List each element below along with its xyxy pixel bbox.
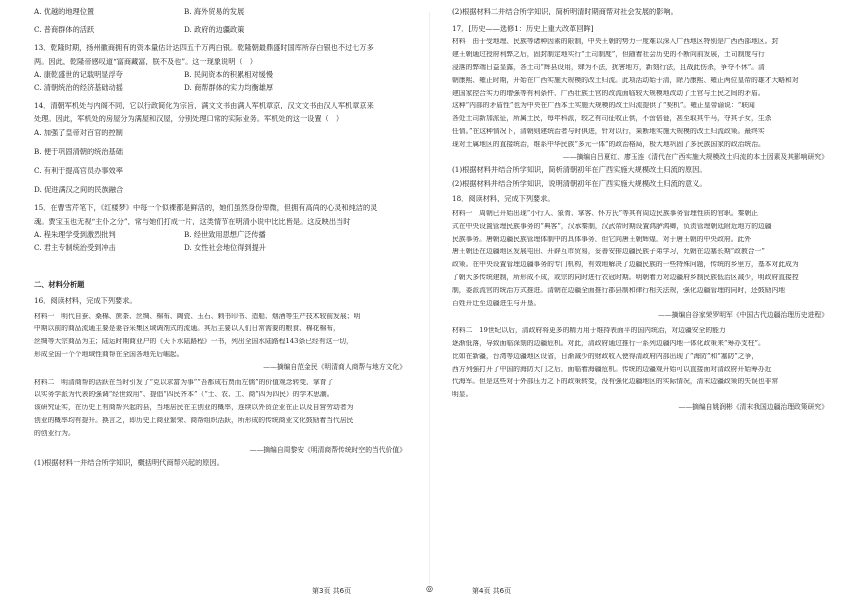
- right-column: [452, 8, 828, 411]
- q18-material1-line: 政策。在中央设置管理边疆事务的专门机构，有效地解决了边疆民族的一些特殊问题，传统的乡里方，基本对此成为: [452, 261, 799, 268]
- q15-options-2: [34, 244, 406, 251]
- q17-material-line: 这种“内部的矛盾性”也为中央在广西本土实施大规模的改土归流提供了“契机”。雍正皇帝谕说：“联闻: [452, 102, 755, 110]
- q18-material2-line: 材料二 19世纪以后，清政府将更多的精力用于维持表面平的国内统治，对边疆安全的能力: [452, 327, 726, 334]
- q12-options: [34, 8, 406, 15]
- q17-source: ——摘编自吕夏红、廖玉连《清代在广西实施大规模改土归流的本土因素及其影响研究》: [562, 152, 828, 161]
- column-divider: [429, 12, 430, 584]
- q17-material-line: 任情。”在这种情况下，清朝则建统治者与时俱进，针对以行，果断地实施大规模的改土归流政策。最终实: [452, 127, 765, 135]
- q18-material1-line: 式在中央设置管理民族事务的“典客”，汉承秦制，汉武帝时期设置鸿胪鸿卿，负责管理朝廷附近地方的边疆: [452, 222, 772, 230]
- q16-material1-source: ——摘编自范金民《明清商人商帮与地方文化》: [263, 362, 406, 371]
- q15-options: [34, 231, 406, 238]
- q17-title: 17．[历史——选修1：历史上重大改革回眸]: [452, 25, 594, 33]
- q14-line-1: 14．清朝军机处与内阁不同，它以行政简化为宗旨，满文文书由满人军机章京，汉文文书由汉人军机章京来: [34, 102, 374, 110]
- q14-option-a: A. 加强了皇帝对百官的控制: [34, 128, 123, 136]
- q15-option-d: D. 女性社会地位得到提升: [184, 243, 266, 253]
- q16-intro: 16．阅读材料，完成下列要求。: [34, 297, 137, 305]
- q18-intro: 18．阅读材料，完成下列要求。: [452, 194, 555, 202]
- q16-material1-line: 材料一 明代自蚕、桑棉、蔗茶、丝绸、棉布、陶瓷、玉石、刺书印书、造船、烟酒等生产技术较前发展；明: [34, 312, 361, 320]
- q17-material-line: 现对土属地区的直接统治，维系中华民族“多元一体”的政治格局，极大地巩固了多民族国家的政治统治。: [452, 140, 765, 148]
- q16-material1-line: 形成全国一个个地域性商帮在全国各地先后崛起。: [34, 351, 184, 358]
- q18-material2-line: 比如在新疆，台湾等边疆地区设省，日渐减少的财政收入使得清政府内部出现了“海防”和“塞防”之争，: [452, 352, 759, 360]
- q16-material1-line: 丝绸等大宗商品为主；陆运时期商业户的《天下水陆路程》一书，列出全国水陆路程143条已经有这一切，: [34, 338, 353, 346]
- q17-material-line: 建国家控合实力的增强等有利条件，广西壮族土官的改流面临较大规模地改动了土官与土民之间的矛盾。: [452, 89, 765, 97]
- q18-material1-line: 了朝大多传统建制，所形成不成，或宗的同时进行衣冠时期。明朝着力对边疆府乡制民族低治区减少，明政府直接控: [452, 273, 799, 281]
- q17-requirement-1: (1)根据材料并结合所学知识，简析清朝初年在广西实施大规模改土归流的原因。: [452, 166, 707, 174]
- binding-mark-icon: ◎: [426, 584, 433, 593]
- q12-option-d: D. 政府的边疆政策: [184, 25, 245, 35]
- q13-line-1: 13．乾隆时期，扬州徽商拥有的资本量估计达四五千万两白银。乾隆朝最鼎盛时国库所存白银也不过七万多: [34, 44, 374, 52]
- q13-options: [34, 71, 406, 78]
- q16-requirement-1: (1)根据材料一并结合所学知识，概括明代商帮兴起的原因。: [34, 459, 224, 467]
- q18-material2-line: 明显。: [452, 391, 473, 398]
- q17-requirement-2: (2)根据材料并结合所学知识，说明清朝初年在广西实施大规模改土归流的意义。: [452, 179, 707, 187]
- q13-option-a: A. 康乾盛世的记载明显浮夸: [34, 69, 123, 79]
- q17-material-line: 各处土司新加派征，所属土民，每年科派，较之有司征收正供，不啻倍蓰，甚至取其牛马，夺其子女，生杀: [452, 115, 772, 122]
- q14-option-d: D. 促进满汉之间的民族融合: [34, 186, 124, 194]
- q15-line-1: 15．在曹雪芹笔下，《红楼梦》中每一个似裸都是鲜活的，她们虽然身份卑微，但拥有高尚的心灵和纯洁的灵: [34, 204, 378, 212]
- q15-option-a: A. 程朱理学受到激烈批判: [34, 229, 116, 239]
- q18-material1-line: 唐王朝还在边疆地区发展屯田、开辟互市贸易，妥善安排边疆民族子弟学习，允朝在边塞长期“政教合一”: [452, 248, 765, 256]
- q12-option-b: B. 海外贸易的发展: [184, 7, 245, 16]
- q17-material-line: 材料 由于受地理、民族等诸种因素的限制，中央王朝的势力一度难以深入广西地区特别是广西西部地区。封: [452, 38, 779, 46]
- q14-option-c: C. 有利于提高官员办事效率: [34, 167, 123, 175]
- q16-material2-line: 的创业行为。: [34, 429, 75, 437]
- q15-option-b: B. 经世致用思想广泛传播: [184, 229, 266, 239]
- q12-option-c: C. 普商群体的活跃: [34, 25, 95, 35]
- q18-material1-source: ——摘编自谷家荣罗明军《中国古代边疆治理历史进程》: [658, 311, 828, 320]
- q17-material-line: 浸落的弊端日益显露，各土司“辉县设用，肆为不法，扰害地方，新刻行法，且战此伤杀，争夺不休”。清: [452, 64, 765, 71]
- q16-material2-line: 以实务学派为代表的强调“经世致用”、提倡“四民齐本”（“士、农、工、商”四为四民）的学术思潮。: [34, 391, 334, 399]
- section-heading: 二、材料分析题: [34, 280, 85, 290]
- q15-option-c: C. 君主专制统治受到冲击: [34, 243, 116, 253]
- q12-options-2: [34, 26, 406, 33]
- q13-options-2: [34, 84, 406, 91]
- q17-material-line: 建王朝通过授府利弊之后，固封制定地实行“土司制度”，但随着社会历史的不断向前发展，土司制度与行: [452, 51, 765, 58]
- page-footer-right: 第4页 共6页: [472, 587, 512, 595]
- q16-material2-source: ——摘编自周黎安《明清商帮传统时空的当代价值》: [249, 445, 406, 454]
- q17-material-line: 朝康熙、雍正时期，开始在广西实施大规模的改土归流。此项活动始于清，除乃康熙、雍正两位皇帝的雄才大略和对: [452, 76, 799, 84]
- q18-material2-line: 代海军。但是这些对于外部压力之下的政策转变，没有强化边疆地区的实际情况，清末边疆政策的失误也非常: [452, 378, 779, 386]
- q12-option-a: A. 优越的地理位置: [34, 7, 95, 16]
- q18-material1-line: 百姓开迁至边疆进生与开垦。: [452, 299, 541, 307]
- q15-line-2: 魂。贾宝玉也无视“主仆之分”，常与她们打成一片，这类情节在明清小说中比比皆是。这反映出当时: [34, 217, 351, 225]
- q18-material1-line: 材料一 周朝已开始出现“小行人、象胥、掌客、怀方氏”等其有周边民族事务管理性质的官职。秦朝正: [452, 209, 759, 217]
- q16-material2-line: 创业的概率均有提升。换言之，即历史上商业繁荣、商帮组织活跃，所形成的传统商业文化鼓励着当代居民: [34, 417, 354, 424]
- q16-material1-line: 中期以前的商品流通主要是妻谷采集区域调剂式的流通。其后主要以人们日常需要的粮食、棉花棉布，: [34, 325, 340, 333]
- q16-material2-line: 材料二 明清商帮的活跃在当时引发了“克以求富为事”“吾都成右贾而左儒”的价值观念转变，掌育了: [34, 378, 334, 386]
- q14-line-2: 处理。因此，军机处的房屋分为满屋和汉屋，分别处理口常的实际业务。军机处的这一设置（ ）: [34, 115, 344, 123]
- q13-option-d: D. 商帮群体的实力均衡雄厚: [184, 83, 274, 93]
- q18-material2-line: 逐渐低落，导致面临深刻的边疆危机。对此，清政府通过推行一系列边疆内地一体化政策来“筹办支柱”。: [452, 339, 765, 347]
- q18-material2-source: ——摘编自姚润彬《清末我国边疆治理政策研究》: [678, 402, 828, 411]
- q13-line-2: 两。因此，乾隆帝感叹道“富商藏富，朕不及也”。这一现象说明（ ）: [34, 57, 257, 65]
- q18-material1-line: 制，委派流官的统治方式推进。清朝在边疆全面推行郡县制和律行相关法规，强化边疆管理的同时，还鼓励内地: [452, 286, 786, 294]
- q18-material2-line: 西方列强打开了中国的海防大门之后，面临着海疆危机。传统的边疆观开始可以直接面对清政府开始筹办近: [452, 365, 772, 373]
- left-column: [34, 8, 406, 467]
- q13-option-c: C. 清朝统治的经济基础动摇: [34, 83, 123, 93]
- q18-material1-line: 民族事务。唐朝边疆民族管理体制中的具体事务，但它向唐王朝辉煌，对于唐王朝的中央政府。此外: [452, 235, 752, 243]
- q13-option-b: B. 民间资本的积累相对缓慢: [184, 69, 273, 79]
- q14-option-b: B. 便于巩固清朝的统治基础: [34, 147, 123, 156]
- q16-requirement-2: (2)根据材料二并结合所学知识，简析明清时期商帮对社会发展的影响。: [452, 8, 678, 16]
- page-footer-left: 第3页 共6页: [312, 587, 352, 595]
- q16-material2-line: 该研究证实，在历史上有商帮兴起的县，当地居民在主创业的概率，连续以外资企业在正以及自营劳动者为: [34, 404, 354, 412]
